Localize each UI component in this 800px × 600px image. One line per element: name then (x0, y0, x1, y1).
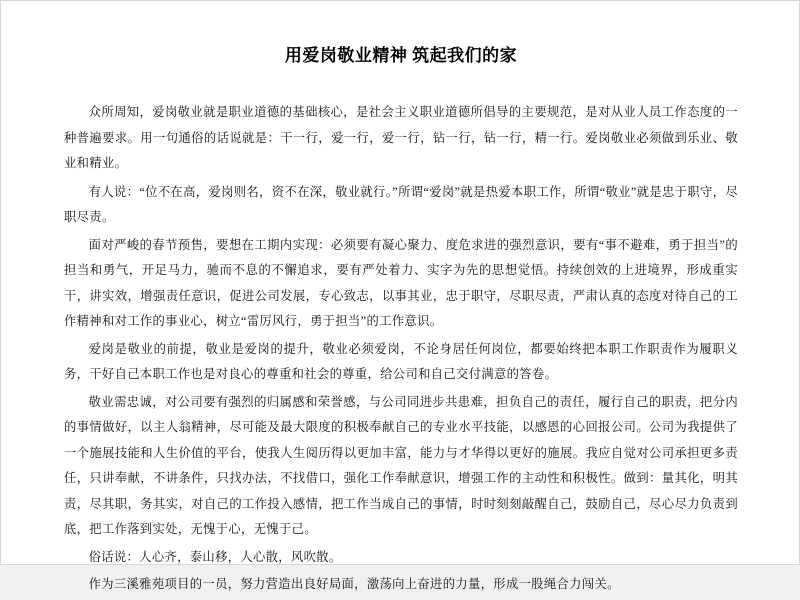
paragraph-2: 有人说：“位不在高，爱岗则名，资不在深，敬业就行。”所谓“爱岗”就是热爱本职工作，所谓“敬业”就是忠于职守，尽职尽责。 (64, 184, 738, 224)
paragraph-7: 作为三溪雅苑项目的一员，努力营造出良好局面，激荡向上奋进的力量，形成一股绳合力闯关。 (88, 577, 620, 591)
paragraph-4: 爱岗是敬业的前提，敬业是爱岗的提升，敬业必须爱岗，不论身居任何岗位，都要始终把本职工作职责作为履职义务，干好自己本职工作也是对良心的尊重和社会的尊重，给公司和自己交付满意的答卷。 (64, 341, 738, 381)
paragraph-5: 敬业需忠诚，对公司要有强烈的归属感和荣誉感，与公司同进步共患难，担负自己的责任，履行自己的职责，把分内的事情做好，以主人翁精神，尽可能及最大限度的积极奉献自己的专业水平技能，以感恩的心回报公司。公司为我提供了一个施展技能和人生价值的平台，使我人生阅历得以更加丰富，能力与才华得以更好的施展。我应自觉对公司承担更多责任，只讲奉献，不讲条件，只找办法，不找借口，强化工作奉献意识，增强工作的主动性和积极性。做到：量其化，明其责，尽其职，务其实，对自己的工作投入感情，把工作当成自己的事情，时时刻刻敲醒自己，鼓励自己，尽心尽力负责到底，把工作落到实处，无愧于心，无愧于己。 (64, 394, 738, 536)
paragraph-3: 面对严峻的春节预售，要想在工期内实现：必须要有凝心聚力、度危求进的强烈意识，要有“事不避难，勇于担当”的担当和勇气，开足马力，驰而不息的不懈追求，要有严处着力、实字为先的思想觉悟。持续创效的上进境界，形成重实干，讲实效，增强责任意识，促进公司发展，专心致志，以事其业，忠于职守，尽职尽责，严肃认真的态度对待自己的工作精神和对工作的事业心，树立“雷厉风行，勇于担当”的工作意识。 (64, 237, 738, 328)
paragraph-1: 众所周知，爱岗敬业就是职业道德的基础核心，是社会主义职业道德所倡导的主要规范，是对从业人员工作态度的一种普遍要求。用一句通俗的话说就是：干一行，爱一行，爱一行，钻一行，钻一行，精一行。爱岗敬业必须做到乐业、敬业和精业。 (64, 105, 738, 170)
document-body (64, 41, 738, 600)
page-title: 用爱岗敬业精神 筑起我们的家 (284, 46, 518, 65)
paragraph-6: 俗话说：人心齐，泰山移，人心散，风吹散。 (88, 549, 342, 564)
